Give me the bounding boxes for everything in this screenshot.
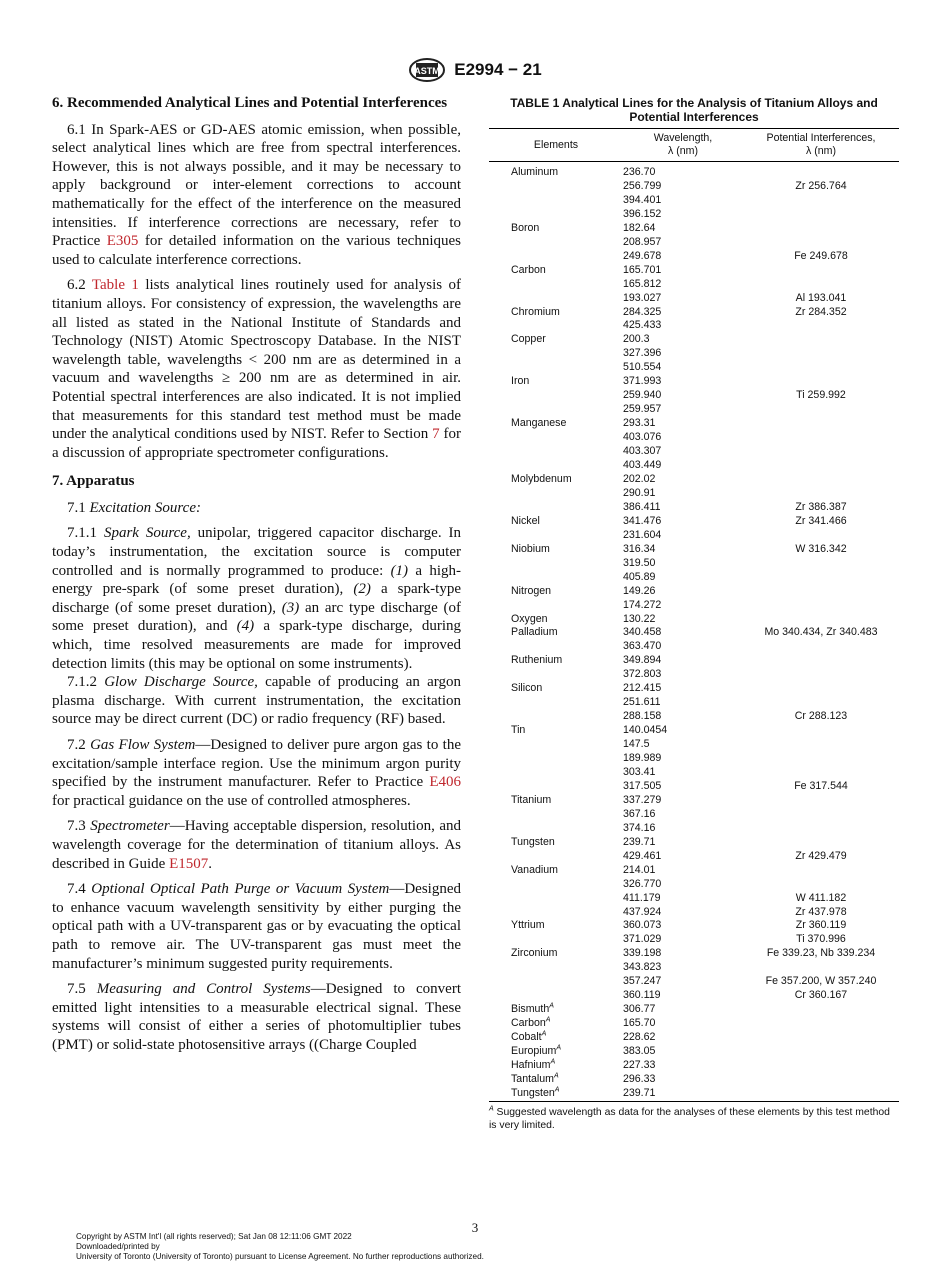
table-row bbox=[489, 529, 899, 543]
cell-wavelength: 360.073 bbox=[623, 919, 662, 932]
cell-element: Tantalum$^A$ bbox=[511, 1072, 559, 1085]
cell-element bbox=[489, 403, 623, 417]
cell-element bbox=[489, 696, 623, 710]
cell-wavelength: 296.33 bbox=[623, 1072, 656, 1085]
page-header bbox=[0, 58, 950, 82]
cell-wavelength: 251.611 bbox=[623, 696, 661, 709]
cell-interference: Fe 317.544 bbox=[794, 779, 848, 792]
cell-wavelength: 182.64 bbox=[623, 221, 656, 234]
table-row bbox=[489, 780, 899, 794]
link-e1507[interactable]: E1507 bbox=[169, 855, 209, 872]
cell-element: Boron bbox=[511, 221, 540, 234]
cell-wavelength: 437.924 bbox=[623, 905, 662, 918]
cell-wavelength: 165.70 bbox=[623, 1017, 656, 1030]
cell-wavelength: 403.076 bbox=[623, 431, 662, 444]
left-column bbox=[52, 94, 461, 1062]
cell-wavelength: 316.34 bbox=[623, 542, 656, 555]
cell-wavelength: 403.307 bbox=[623, 445, 662, 458]
cell-element bbox=[489, 571, 623, 585]
cell-element bbox=[489, 487, 623, 501]
cell-element bbox=[489, 766, 623, 780]
table-row bbox=[489, 961, 899, 975]
cell-interference bbox=[743, 417, 899, 431]
cell-wavelength: 510.554 bbox=[623, 361, 662, 374]
cell-element: Manganese bbox=[511, 417, 567, 430]
cell-wavelength: 363.470 bbox=[623, 640, 662, 653]
cell-interference: Fe 339.23, Nb 339.234 bbox=[766, 947, 876, 960]
cell-element: Aluminum bbox=[511, 166, 559, 178]
cell-wavelength: 208.957 bbox=[623, 235, 662, 248]
table-row bbox=[489, 162, 899, 180]
table-row bbox=[489, 389, 899, 403]
cell-element: Chromium bbox=[511, 305, 560, 318]
cell-wavelength: 425.433 bbox=[623, 319, 662, 332]
cell-interference bbox=[743, 696, 899, 710]
cell-element: Tungsten$^A$ bbox=[489, 1087, 623, 1101]
link-e305[interactable]: E305 bbox=[106, 233, 139, 250]
cell-element bbox=[489, 501, 623, 515]
paragraph-7-4: 7.4 Optional Optical Path Purge or Vacuum System—Designed to enhance vacuum wavelength sensitivity by either purging the optical path with a UV-transparent gas or by evacuating the optical path to remove air. The UV-transparent gas must meet the manufacturer’s minimum suggested purity requirements. bbox=[52, 881, 461, 972]
cell-interference: W 411.182 bbox=[795, 891, 847, 904]
cell-element bbox=[489, 780, 623, 794]
cell-interference bbox=[743, 613, 899, 627]
cell-interference bbox=[743, 347, 899, 361]
paragraph-6-2: 6.2 Table 1 lists analytical lines routinely used for analysis of titanium alloys. For consistency of expression, the wavelengths are all listed as stated in the National Institute of Standards and Technology (NIST) Atomic Spectroscopy Database. In the NIST wavelength table, wavelengths < 200 nm are as determined in a vacuum and wavelengths ≥ 200 nm are as determined in air. Potential spectral interferences are also indicated. It is not implied that measurements for this standard test method must be made under the analytical conditions used by NIST. Refer to Section 7 for a discussion of appropriate spectrometer configurations. bbox=[52, 277, 461, 461]
cell-wavelength: 165.701 bbox=[623, 263, 662, 276]
table-row bbox=[489, 333, 899, 347]
cell-element bbox=[489, 710, 623, 724]
cell-wavelength: 288.158 bbox=[623, 710, 662, 723]
cell-wavelength: 193.027 bbox=[623, 291, 662, 304]
cell-interference bbox=[743, 557, 899, 571]
cell-interference bbox=[743, 682, 899, 696]
table-row bbox=[489, 250, 899, 264]
cell-element: Nitrogen bbox=[511, 584, 552, 597]
cell-element: Titanium bbox=[511, 793, 552, 806]
cell-interference bbox=[743, 654, 899, 668]
cell-element bbox=[489, 878, 623, 892]
paragraph-7-1-1: 7.1.1 Spark Source, unipolar, triggered capacitor discharge. In today’s instrumentation, the excitation source is computer controlled and is normally programmed to produce: (1) a high-energy pre-spark (of some preset duration), (2) a spark-type discharge (of some preset duration), (3) an arc type discharge (of some preset duration), and (4) a spark-type discharge, during which, time resolved measurements are made for improved detection limits (this may be optional on some instruments). bbox=[52, 525, 462, 672]
cell-element bbox=[489, 292, 623, 306]
table-header-row bbox=[489, 129, 899, 162]
cell-element bbox=[489, 557, 623, 571]
table-row bbox=[489, 1073, 899, 1087]
cell-element bbox=[489, 850, 623, 864]
cell-interference bbox=[743, 668, 899, 682]
cell-interference: Cr 288.123 bbox=[794, 710, 848, 723]
cell-element: Carbon bbox=[511, 263, 546, 276]
table-row bbox=[489, 1087, 899, 1101]
cell-interference: W 316.342 bbox=[795, 542, 847, 555]
table-row bbox=[489, 515, 899, 529]
cell-element bbox=[489, 459, 623, 473]
table-row bbox=[489, 459, 899, 473]
cell-element: Cobalt$^A$ bbox=[511, 1030, 547, 1044]
table-row bbox=[489, 933, 899, 947]
link-table-1[interactable]: Table 1 bbox=[91, 277, 139, 294]
table-row bbox=[489, 278, 899, 292]
cell-interference: Ti 370.996 bbox=[796, 933, 846, 946]
table-row bbox=[489, 654, 899, 668]
cell-interference bbox=[743, 724, 899, 738]
table-footnote: $^A$ Suggested wavelength as data for the analyses of these elements by this test method is very limited. bbox=[489, 1105, 890, 1131]
table-row bbox=[489, 180, 899, 194]
paragraph-7-1: 7.1 Excitation Source: bbox=[67, 499, 201, 516]
cell-element bbox=[489, 975, 623, 989]
cell-element: Molybdenum bbox=[511, 472, 572, 485]
table-row bbox=[489, 222, 899, 236]
cell-wavelength: 214.01 bbox=[623, 863, 656, 876]
table-row bbox=[489, 1045, 899, 1059]
cell-interference: Cr 360.167 bbox=[794, 989, 848, 1002]
cell-interference bbox=[743, 822, 899, 836]
table-row bbox=[489, 947, 899, 961]
cell-wavelength: 239.71 bbox=[623, 1087, 743, 1101]
cell-interference bbox=[743, 1087, 899, 1101]
cell-element bbox=[489, 236, 623, 250]
astm-logo-icon bbox=[408, 58, 446, 82]
cell-element bbox=[489, 906, 623, 920]
cell-wavelength: 259.940 bbox=[623, 389, 662, 402]
table-row bbox=[489, 403, 899, 417]
cell-interference: Fe 357.200, W 357.240 bbox=[765, 975, 877, 988]
table-row bbox=[489, 724, 899, 738]
table-row bbox=[489, 543, 899, 557]
cell-element bbox=[489, 389, 623, 403]
table-row bbox=[489, 1003, 899, 1017]
cell-wavelength: 231.604 bbox=[623, 528, 662, 541]
paragraph-6-1: 6.1 In Spark-AES or GD-AES atomic emission, when possible, select analytical lines which are free from spectral interferences. However, this is not always possible, and it may be necessary to apply background or inter-element corrections to account mathematically for the effect of the interference on the measured intensities. If interference corrections are necessary, refer to Practice E305 for detailed information on the various techniques used to calculate interference corrections. bbox=[52, 121, 461, 268]
cell-element: Tungsten bbox=[511, 835, 555, 848]
cell-wavelength: 147.5 bbox=[623, 738, 650, 751]
table-row bbox=[489, 347, 899, 361]
page-number: 3 bbox=[471, 1220, 479, 1235]
table-row bbox=[489, 319, 899, 333]
cell-element bbox=[489, 961, 623, 975]
table-row bbox=[489, 975, 899, 989]
cell-wavelength: 227.33 bbox=[623, 1059, 656, 1071]
cell-wavelength: 327.396 bbox=[623, 347, 662, 360]
cell-wavelength: 303.41 bbox=[623, 765, 656, 778]
cell-interference bbox=[743, 459, 899, 473]
cell-interference bbox=[743, 1017, 899, 1031]
cell-interference bbox=[743, 836, 899, 850]
table-1-caption: TABLE 1 Analytical Lines for the Analysis of Titanium Alloys and Potential Interferences bbox=[510, 96, 878, 124]
table-row bbox=[489, 738, 899, 752]
table-row bbox=[489, 989, 899, 1003]
table-row bbox=[489, 613, 899, 627]
cell-wavelength: 306.77 bbox=[623, 1003, 656, 1016]
cell-interference bbox=[743, 752, 899, 766]
cell-element bbox=[489, 194, 623, 208]
table-row bbox=[489, 668, 899, 682]
table-row bbox=[489, 696, 899, 710]
cell-wavelength: 341.476 bbox=[623, 514, 662, 527]
cell-element bbox=[489, 738, 623, 752]
cell-interference: Zr 386.387 bbox=[795, 500, 847, 513]
table-row bbox=[489, 292, 899, 306]
cell-wavelength: 149.26 bbox=[623, 584, 656, 597]
table-row bbox=[489, 236, 899, 250]
col-wavelength: Wavelength, λ (nm) bbox=[623, 129, 743, 162]
cell-interference bbox=[743, 585, 899, 599]
cell-interference bbox=[743, 961, 899, 975]
cell-wavelength: 343.823 bbox=[623, 961, 662, 974]
cell-element bbox=[489, 529, 623, 543]
table-row bbox=[489, 822, 899, 836]
cell-wavelength: 189.989 bbox=[623, 752, 662, 765]
cell-wavelength: 394.401 bbox=[623, 193, 662, 206]
cell-element bbox=[489, 808, 623, 822]
cell-element bbox=[489, 752, 623, 766]
cell-interference bbox=[743, 878, 899, 892]
cell-element: Silicon bbox=[511, 682, 543, 695]
cell-wavelength: 174.272 bbox=[623, 598, 662, 611]
cell-element: Niobium bbox=[511, 542, 550, 555]
cell-interference bbox=[743, 445, 899, 459]
cell-wavelength: 326.770 bbox=[623, 877, 662, 890]
cell-element bbox=[489, 668, 623, 682]
cell-element: Carbon$^A$ bbox=[511, 1016, 551, 1030]
cell-element: Oxygen bbox=[511, 612, 548, 625]
cell-element: Hafnium$^A$ bbox=[511, 1058, 556, 1071]
table-row bbox=[489, 208, 899, 222]
cell-interference bbox=[743, 487, 899, 501]
cell-interference: Al 193.041 bbox=[795, 291, 847, 304]
cell-wavelength: 259.957 bbox=[623, 403, 662, 416]
cell-interference bbox=[743, 403, 899, 417]
cell-interference bbox=[743, 640, 899, 654]
cell-interference bbox=[743, 1031, 899, 1045]
table-row bbox=[489, 361, 899, 375]
cell-element bbox=[489, 933, 623, 947]
cell-interference bbox=[743, 473, 899, 487]
cell-interference bbox=[743, 208, 899, 222]
section-7-heading: 7. Apparatus bbox=[52, 473, 135, 490]
cell-element bbox=[489, 599, 623, 613]
table-row bbox=[489, 864, 899, 878]
table-row bbox=[489, 599, 899, 613]
cell-element bbox=[489, 180, 623, 194]
svg-text:ASTM: ASTM bbox=[414, 66, 441, 76]
cell-wavelength: 429.461 bbox=[623, 849, 662, 862]
cell-interference bbox=[743, 333, 899, 347]
cell-wavelength: 317.505 bbox=[623, 779, 662, 792]
cell-element bbox=[489, 431, 623, 445]
cell-wavelength: 360.119 bbox=[623, 989, 661, 1002]
table-row bbox=[489, 850, 899, 864]
cell-interference bbox=[743, 375, 899, 389]
table-row bbox=[489, 836, 899, 850]
cell-element: Bismuth$^A$ bbox=[511, 1002, 554, 1016]
cell-interference bbox=[743, 529, 899, 543]
table-row bbox=[489, 892, 899, 906]
cell-wavelength: 202.02 bbox=[623, 472, 656, 485]
cell-element: Nickel bbox=[511, 514, 540, 527]
cell-wavelength: 239.71 bbox=[623, 835, 656, 848]
table-row bbox=[489, 306, 899, 320]
cell-element bbox=[489, 892, 623, 906]
cell-element bbox=[489, 989, 623, 1003]
paragraph-7-3: 7.3 Spectrometer—Having acceptable dispersion, resolution, and wavelength coverage for the determination of titanium alloys. As described in Guide E1507. bbox=[52, 818, 461, 872]
cell-interference: Zr 437.978 bbox=[795, 905, 847, 918]
cell-interference: Mo 340.434, Zr 340.483 bbox=[764, 626, 878, 639]
cell-interference bbox=[743, 571, 899, 585]
cell-wavelength: 290.91 bbox=[623, 486, 656, 499]
cell-wavelength: 374.16 bbox=[623, 821, 656, 834]
table-row bbox=[489, 766, 899, 780]
cell-wavelength: 371.993 bbox=[623, 375, 662, 388]
cell-element: Palladium bbox=[511, 626, 558, 639]
cell-wavelength: 200.3 bbox=[623, 333, 650, 346]
table-row bbox=[489, 752, 899, 766]
cell-interference bbox=[743, 599, 899, 613]
table-row bbox=[489, 1031, 899, 1045]
table-row bbox=[489, 487, 899, 501]
table-row bbox=[489, 417, 899, 431]
cell-element bbox=[489, 640, 623, 654]
cell-wavelength: 405.89 bbox=[623, 570, 656, 583]
cell-interference bbox=[743, 1059, 899, 1073]
table-row bbox=[489, 571, 899, 585]
table-row bbox=[489, 682, 899, 696]
table-row bbox=[489, 375, 899, 389]
table-row bbox=[489, 878, 899, 892]
cell-wavelength: 140.0454 bbox=[623, 724, 668, 737]
cell-interference bbox=[743, 1045, 899, 1059]
cell-interference bbox=[743, 1073, 899, 1087]
cell-wavelength: 319.50 bbox=[623, 556, 656, 569]
cell-wavelength: 349.894 bbox=[623, 654, 662, 667]
cell-wavelength: 367.16 bbox=[623, 807, 656, 820]
cell-element: Ruthenium bbox=[511, 654, 563, 667]
table-row bbox=[489, 473, 899, 487]
cell-element: Copper bbox=[511, 333, 546, 346]
cell-interference: Zr 341.466 bbox=[795, 514, 847, 527]
cell-interference: Fe 249.678 bbox=[794, 249, 848, 262]
cell-wavelength: 236.70 bbox=[623, 166, 656, 178]
table-row bbox=[489, 431, 899, 445]
table-row bbox=[489, 194, 899, 208]
cell-interference: Zr 256.764 bbox=[795, 179, 847, 192]
table-row bbox=[489, 445, 899, 459]
table-row bbox=[489, 1059, 899, 1073]
cell-element: Europium$^A$ bbox=[511, 1044, 562, 1058]
cell-interference: Zr 429.479 bbox=[795, 849, 847, 862]
table-row bbox=[489, 1017, 899, 1031]
cell-element: Zirconium bbox=[511, 947, 558, 960]
paragraph-7-2: 7.2 Gas Flow System—Designed to deliver pure argon gas to the excitation/sample interface region. Use the minimum argon purity specified by the instrument manufacturer. Refer to Practice E406 for practical guidance on the use of controlled atmospheres. bbox=[52, 737, 461, 809]
table-row bbox=[489, 808, 899, 822]
cell-element bbox=[489, 250, 623, 264]
cell-wavelength: 403.449 bbox=[623, 459, 662, 472]
cell-wavelength: 340.458 bbox=[623, 626, 662, 639]
cell-element bbox=[489, 208, 623, 222]
cell-interference bbox=[743, 278, 899, 292]
cell-wavelength: 165.812 bbox=[623, 277, 662, 290]
paragraph-7-5: 7.5 Measuring and Control Systems—Designed to convert emitted light intensities to a measurable electrical signal. These systems will consist of either a series of photomultiplier tubes (PMT) or solid-state photosensitive arrays ((Charge Coupled bbox=[52, 981, 462, 1053]
cell-element bbox=[489, 822, 623, 836]
right-column bbox=[489, 96, 899, 1132]
cell-interference: Zr 360.119 bbox=[795, 919, 847, 932]
col-elements: Elements bbox=[489, 129, 623, 162]
cell-wavelength: 293.31 bbox=[623, 417, 656, 430]
copyright-notice: Copyright by ASTM Int'l (all rights reserved); Sat Jan 08 12:11:06 GMT 2022 Downloaded/printed by University of Toronto (University of Toronto) pursuant to License Agreement. No further reproductions authorized. bbox=[76, 1232, 484, 1261]
cell-interference: Ti 259.992 bbox=[796, 389, 846, 402]
cell-interference bbox=[743, 431, 899, 445]
cell-interference bbox=[743, 794, 899, 808]
cell-wavelength: 411.179 bbox=[623, 891, 661, 904]
cell-interference bbox=[743, 808, 899, 822]
cell-interference bbox=[743, 766, 899, 780]
table-row bbox=[489, 919, 899, 933]
cell-interference: Zr 284.352 bbox=[795, 305, 847, 318]
cell-element bbox=[489, 319, 623, 333]
cell-element bbox=[489, 278, 623, 292]
link-section-7[interactable]: 7 bbox=[432, 426, 440, 443]
cell-interference bbox=[743, 738, 899, 752]
cell-element bbox=[489, 445, 623, 459]
cell-wavelength: 383.05 bbox=[623, 1045, 656, 1058]
table-row bbox=[489, 794, 899, 808]
cell-wavelength: 256.799 bbox=[623, 179, 662, 192]
cell-wavelength: 372.803 bbox=[623, 668, 662, 681]
cell-wavelength: 249.678 bbox=[623, 249, 662, 262]
table-row bbox=[489, 557, 899, 571]
document-designation: E2994 − 21 bbox=[454, 60, 542, 79]
cell-interference bbox=[743, 264, 899, 278]
cell-element: Yttrium bbox=[511, 919, 545, 932]
cell-element bbox=[489, 361, 623, 375]
table-row bbox=[489, 640, 899, 654]
table-row bbox=[489, 626, 899, 640]
table-row bbox=[489, 264, 899, 278]
cell-interference bbox=[743, 864, 899, 878]
cell-wavelength: 212.415 bbox=[623, 682, 662, 695]
table-row bbox=[489, 501, 899, 515]
paragraph-7-1-2: 7.1.2 Glow Discharge Source, capable of producing an argon plasma discharge. With current instrumentation, the excitation source may be direct current (DC) or radio frequency (RF) based. bbox=[52, 674, 461, 728]
cell-interference bbox=[743, 236, 899, 250]
table-row bbox=[489, 710, 899, 724]
cell-interference bbox=[743, 222, 899, 236]
cell-interference bbox=[743, 1003, 899, 1017]
cell-wavelength: 284.325 bbox=[623, 305, 662, 318]
cell-element: Tin bbox=[511, 724, 526, 737]
cell-interference bbox=[743, 319, 899, 333]
cell-wavelength: 337.279 bbox=[623, 793, 662, 806]
cell-wavelength: 371.029 bbox=[623, 933, 662, 946]
cell-wavelength: 130.22 bbox=[623, 612, 656, 625]
col-interferences: Potential Interferences, λ (nm) bbox=[743, 129, 899, 162]
table-1 bbox=[489, 128, 899, 1102]
table-row bbox=[489, 585, 899, 599]
cell-wavelength: 339.198 bbox=[623, 947, 662, 960]
cell-wavelength: 228.62 bbox=[623, 1031, 656, 1044]
cell-wavelength: 357.247 bbox=[623, 975, 662, 988]
cell-wavelength: 386.411 bbox=[623, 500, 661, 513]
cell-wavelength: 396.152 bbox=[623, 207, 662, 220]
cell-interference bbox=[743, 194, 899, 208]
cell-interference bbox=[743, 361, 899, 375]
section-6-heading: 6. Recommended Analytical Lines and Potential Interferences bbox=[52, 95, 448, 111]
cell-interference bbox=[743, 162, 899, 180]
table-row bbox=[489, 906, 899, 920]
cell-element: Iron bbox=[511, 375, 530, 388]
cell-element bbox=[489, 347, 623, 361]
link-e406[interactable]: E406 bbox=[429, 774, 461, 791]
cell-element: Vanadium bbox=[511, 863, 558, 876]
